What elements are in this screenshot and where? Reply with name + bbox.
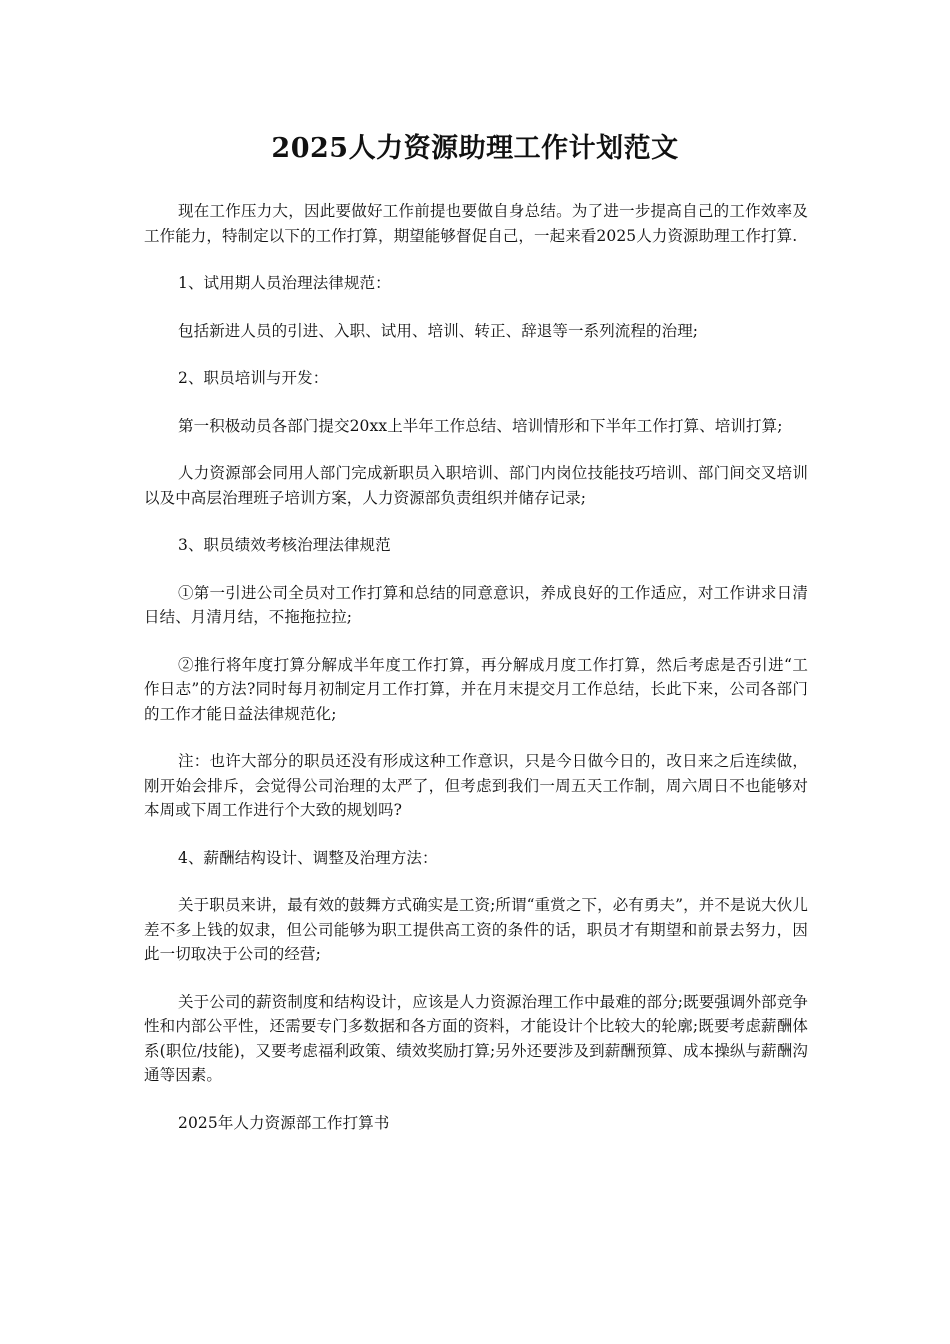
- paragraph-training-plan: 人力资源部会同用人部门完成新职员入职培训、部门内岗位技能技巧培训、部门间交叉培训以及中高层治理班子培训方案，人力资源部负责组织并储存记录;: [144, 464, 808, 507]
- section-heading-compensation: 4、薪酬结构设计、调整及治理方法：: [178, 848, 438, 867]
- paragraph-compensation-1: 关于职员来讲，最有效的鼓舞方式确实是工资;所谓“重赏之下，必有勇夫”，并不是说大伙儿差不多上钱的奴隶，但公司能够为职工提供高工资的条件的话，职员才有期望和前景去努力，因此一切取决于公司的经营;: [144, 896, 808, 963]
- intro-paragraph: 现在工作压力大，因此要做好工作前提也要做自身总结。为了进一步提高自己的工作效率及工作能力，特制定以下的工作打算，期望能够督促自己，一起来看2025人力资源助理工作打算.: [144, 202, 808, 245]
- section-heading-annual-plan: 2025年人力资源部工作打算书: [178, 1113, 390, 1132]
- paragraph-performance-note: 注：也许大部分的职员还没有形成这种工作意识，只是今日做今日的，改日来之后连续做，刚开始会排斥，会觉得公司治理的太严了，但考虑到我们一周五天工作制，周六周日不也能够对本周或下周工作进行个大致的规划吗?: [144, 752, 808, 819]
- document-title: 2025人力资源助理工作计划范文: [271, 133, 679, 164]
- paragraph-performance-1: ①第一引进公司全员对工作打算和总结的同意意识，养成良好的工作适应，对工作讲求日清日结、月清月结，不拖拖拉拉;: [144, 583, 808, 626]
- section-heading-performance: 3、职员绩效考核治理法律规范: [178, 536, 391, 554]
- section-heading-training: 2、职员培训与开发：: [178, 369, 329, 387]
- paragraph-probation-scope: 包括新进人员的引进、入职、试用、培训、转正、辞退等一系列流程的治理;: [178, 321, 699, 340]
- document-body: [144, 199, 808, 1158]
- paragraph-performance-2: ②推行将年度打算分解成半年度工作打算，再分解成月度工作打算，然后考虑是否引进“工作日志”的方法?同时每月初制定月工作打算，并在月末提交月工作总结，长此下来，公司各部门的工作才能日益法律规范化;: [144, 655, 808, 723]
- paragraph-compensation-2: 关于公司的薪资制度和结构设计，应该是人力资源治理工作中最难的部分;既要强调外部竞争性和内部公平性，还需要专门多数据和各方面的资料，才能设计个比较大的轮廓;既要考虑薪酬体系(职位/技能)，又要考虑福利政策、绩效奖励打算;另外还要涉及到薪酬预算、成本操纵与薪酬沟通等因素。: [144, 992, 808, 1084]
- section-heading-probation: 1、试用期人员治理法律规范：: [178, 274, 391, 292]
- paragraph-training-summary: 第一积极动员各部门提交20xx上半年工作总结、培训情形和下半年工作打算、培训打算;: [178, 416, 783, 435]
